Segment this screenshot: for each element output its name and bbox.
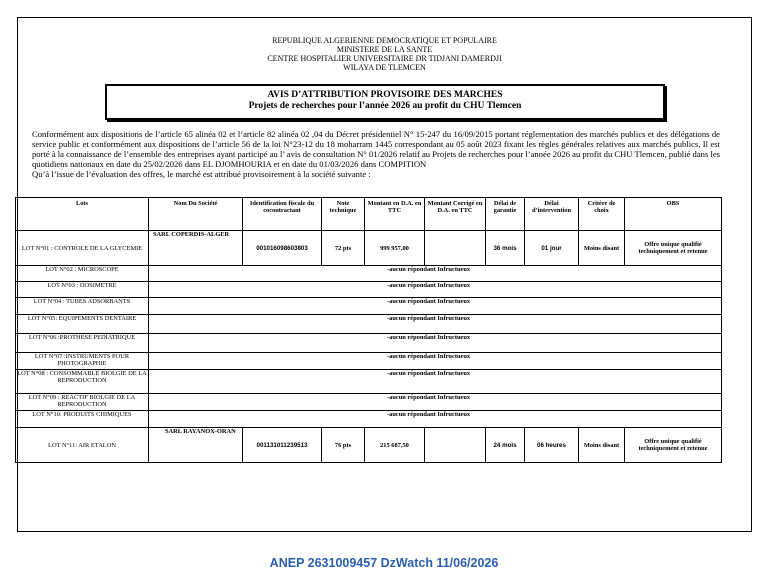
no-response-note: -aucun répondant Infructueux [149,315,722,334]
observation: Offre unique qualifié techniquement et retenue [625,428,722,463]
intervention-delay: 01 jour [525,231,579,266]
lot-name: LOT N°01 : CONTROLE DE LA GLYCEMIE [16,231,149,266]
publication-reference: ANEP 2631009457 DzWatch 11/06/2026 [269,556,499,570]
notice-title-box [105,84,665,120]
technical-score: 72 pts [322,231,365,266]
table-row [16,428,722,463]
intervention-delay: 06 heures [525,428,579,463]
table-row [16,334,722,353]
header-line: REPUBLIQUE ALGERIENNE DEMOCRATIQUE ET POPULAIRE [272,36,497,45]
observation: Offre unique qualifié techniquement et retenue [625,231,722,266]
table-row [16,370,722,394]
lot-name: LOT N°10: PRODUITS CHIMIQUES [16,411,149,428]
table-row [16,298,722,315]
lot-name: LOT N°04 : TUBES ADSORBANTS [16,298,149,315]
table-row [16,411,722,428]
lot-name: LOT N°08 : CONSOMMABLE BIOLGIE DE LA REPRODUCTION [16,370,149,394]
warranty-period: 24 mois [486,428,525,463]
technical-score: 76 pts [322,428,365,463]
header-nif: Identification fiscale du cocontractant [243,198,322,231]
no-response-note: -aucun répondant Infructueux [149,298,722,315]
notice-paragraph: Conformément aux dispositions de l’article 65 alinéa 02 et l’article 82 alinéa 02 ,04 du Décret présidentiel N° 15-247 du 16/09/2015 portant réglementation des marchés publics et des délégations de service public et conformément aux dispositions de l’article 56 de la loi N°23-12 du 18 moharram 1445 correspondant au 05 août 2023 fixant les règles générales relatives aux marchés publics, Il est porté à la connaissance de l’ensemble des entreprises ayant participé au l’ avis de consultation N° 01/2026 relatif au Projets de recherches pour l’année 2026 au profit du CHU Tlemcen, publié dans les quotidiens nationaux en date du 25/02/2026 dans EL DJOMHOURIA et en date du 01/03/2026 dans COMPITION [32,129,720,169]
lot-name: LOT N°05: EQUIPEMENTS DENTAIRE [16,315,149,334]
header-montant-corrige: Montant Corrigé en D.A. en TTC [425,198,486,231]
lot-name: LOT N°07 :INSTRUMENTS POUR PHOTOGRAPHIE [16,353,149,370]
notice-conclusion: Qu’à l’issue de l’évaluation des offres, le marché est attribué provisoirement à la société suivante : [32,169,371,179]
header-line: CENTRE HOSPITALIER UNIVERSITAIRE DR TIDJANI DAMERDJI [267,54,502,63]
no-response-note: -aucun répondant Infructueux [149,394,722,411]
notice-subtitle: Projets de recherches pour l’année 2026 au profit du CHU Tlemcen [248,101,522,111]
table-row [16,231,722,266]
no-response-note: -aucun répondant Infructueux [149,353,722,370]
header-line: WILAYA DE TLEMCEN [343,63,426,72]
lot-name: LOT N°02 : MICROSCOPE [16,266,149,282]
selection-criterion: Moins disant [579,231,625,266]
header-line: MINISTERE DE LA SANTE [336,45,433,54]
header-critere: Critère de choix [579,198,625,231]
header-lots: Lots [16,198,149,231]
company-name: SARL RAYANOX-ORAN [149,428,243,463]
table-row [16,394,722,411]
header-montant: Montant en D.A. en TTC [365,198,425,231]
header-societe: Nom Du Société [149,198,243,231]
amount: 215 687,50 [365,428,425,463]
awards-table [15,197,722,463]
table-row [16,353,722,370]
header-note: Note technique [322,198,365,231]
lot-name: LOT N°09 : REACTIF BIOLGIE DE LA REPRODUCTION [16,394,149,411]
lot-name: LOT N°11: AIR ETALON [16,428,149,463]
notice-body [32,129,720,179]
warranty-period: 36 mois [486,231,525,266]
amount: 999 957,00 [365,231,425,266]
institution-header [18,36,751,72]
header-delai-intervention: Délai d’intervention [525,198,579,231]
no-response-note: -aucun répondant Infructueux [149,370,722,394]
no-response-note: -aucun répondant Infructueux [149,282,722,298]
tax-id: 001016098603803 [243,231,322,266]
selection-criterion: Moins disant [579,428,625,463]
corrected-amount [425,231,486,266]
company-name: SARL COPERDIS-ALGER [149,231,243,266]
corrected-amount [425,428,486,463]
header-obs: OBS [625,198,722,231]
lot-name: LOT N°03 : DOSIMETRE [16,282,149,298]
table-row [16,282,722,298]
table-row [16,315,722,334]
header-delai-garantie: Délai de garantie [486,198,525,231]
table-row [16,266,722,282]
table-header-row [16,198,722,231]
tax-id: 001131011239513 [243,428,322,463]
no-response-note: -aucun répondant Infructueux [149,411,722,428]
lot-name: LOT N°06 :PROTHESE PEDIATRIQUE [16,334,149,353]
notice-title: AVIS D’ATTRIBUTION PROVISOIRE DES MARCHES [267,90,503,100]
no-response-note: -aucun répondant Infructueux [149,334,722,353]
no-response-note: -aucun répondant Infructueux [149,266,722,282]
